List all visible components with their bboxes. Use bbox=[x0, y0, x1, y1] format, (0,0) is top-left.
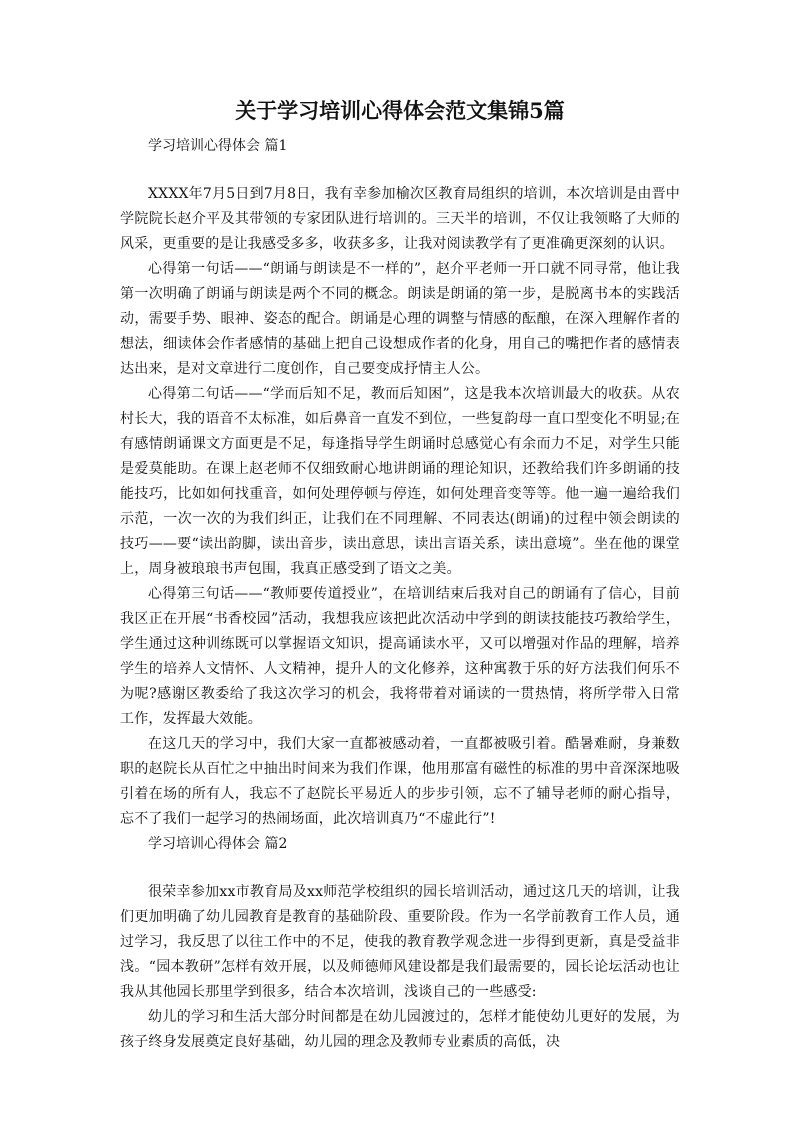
document-title: 关于学习培训心得体会范文集锦5篇 bbox=[235, 98, 565, 123]
paragraph: 心得第三句话——“教师要传道授业”，在培训结束后我对自己的朗诵有了信心，目前我区正在开展“书香校园”活动，我想我应该把此次活动中学到的朗读技能技巧教给学生，学生通过这种训练既可以掌握语文知识，提高诵读水平，又可以增强对作品的理解，培养学生的培养人文情怀、人文精神，提升人的文化修养，这种寓教于乐的好方法我们何乐不为呢?感谢区教委给了我这次学习的机会，我将带着对诵读的一贯热情，将所学带入日常工作，发挥最大效能。 bbox=[120, 586, 680, 727]
paragraph: 很荣幸参加xx市教育局及xx师范学校组织的园长培训活动，通过这几天的培训，让我们更加明确了幼儿园教育是教育的基础阶段、重要阶段。作为一名学前教育工作人员，通过学习，我反思了以往工作中的不足，使我的教育教学观念进一步得到更新，真是受益非浅。“园本教研”怎样有效开展，以及师德师风建设都是我们最需要的，园长论坛活动也让我从其他园长那里学到很多，结合本次培训，浅谈自己的一些感受: bbox=[120, 884, 680, 1000]
paragraph: 幼儿的学习和生活大部分时间都是在幼儿园渡过的，怎样才能使幼儿更好的发展，为孩子终身发展奠定良好基础，幼儿园的理念及教师专业素质的高低，决 bbox=[120, 1009, 680, 1050]
paragraph: 在这几天的学习中，我们大家一直都被感动着，一直都被吸引着。酷暑难耐，身兼数职的赵院长从百忙之中抽出时间来为我们作课，他用那富有磁性的标准的男中音深深地吸引着在场的所有人，我忘不了赵院长平易近人的步步引领，忘不了辅导老师的耐心指导，忘不了我们一起学习的热闹场面，此次培训真乃“不虚此行”! bbox=[120, 736, 680, 827]
section-2 bbox=[120, 832, 680, 1055]
paragraph: 心得第一句话——“朗诵与朗读是不一样的”，赵介平老师一开口就不同寻常，他让我第一次明确了朗诵与朗读是两个不同的概念。朗读是朗诵的第一步，是脱离书本的实践活动，需要手势、眼神、姿态的配合。朗诵是心理的调整与情感的酝酿，在深入理解作者的想法，细读体会作者感情的基础上把自己设想成作者的化身，用自己的嘴把作者的感情表达出来，是对文章进行二度创作，自己要变成抒情主人公。 bbox=[120, 261, 680, 377]
section-1 bbox=[120, 134, 680, 832]
section-gap bbox=[120, 158, 680, 182]
paragraph: 心得第二句话——“学而后知不足，教而后知困”，这是我本次培训最大的收获。从农村长大，我的语音不太标准，如后鼻音一直发不到位，一些复韵母一直口型变化不明显;在有感情朗诵课文方面更是不足，每逢指导学生朗诵时总感觉心有余而力不足，对学生只能是爱莫能助。在课上赵老师不仅细致耐心地讲朗诵的理论知识，还教给我们许多朗诵的技能技巧，比如如何找重音，如何处理停顿与停连，如何处理音变等等。他一遍一遍给我们示范，一次一次的为我们纠正，让我们在不同理解、不同表达(朗诵)的过程中领会朗读的技巧——要“读出韵脚，读出音步，读出意思，读出言语关系，读出意境”。坐在他的课堂上，周身被琅琅书声包围，我真正感受到了语文之美。 bbox=[120, 386, 680, 577]
section-gap bbox=[120, 856, 680, 880]
section-heading: 学习培训心得体会 篇1 bbox=[148, 138, 288, 154]
section-heading: 学习培训心得体会 篇2 bbox=[148, 836, 288, 852]
paragraph: XXXX年7月5日到7月8日，我有幸参加榆次区教育局组织的培训，本次培训是由晋中学院院长赵介平及其带领的专家团队进行培训的。三天半的培训，不仅让我领略了大师的风采，更重要的是让我感受多多，收获多多，让我对阅读教学有了更准确更深刻的认识。 bbox=[120, 186, 680, 252]
